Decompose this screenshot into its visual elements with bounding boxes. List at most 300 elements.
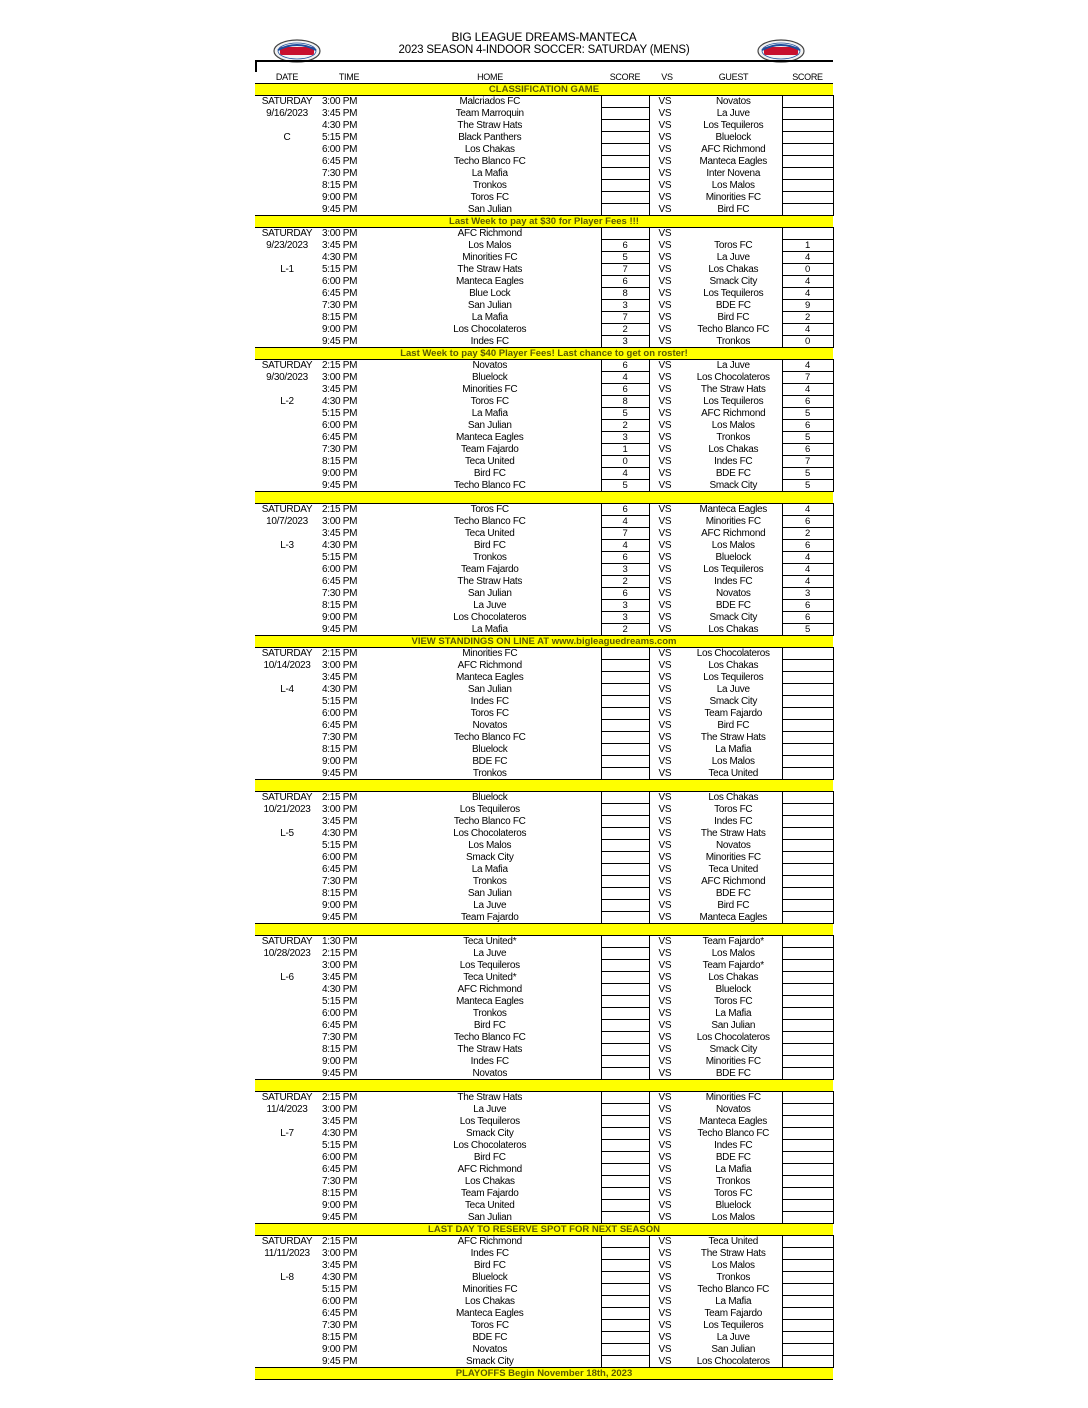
vs-label: VS [658, 1056, 672, 1067]
time-cell: 9:45 PM [322, 1211, 358, 1223]
table-row [255, 252, 833, 264]
guest-team: Los Malos [711, 756, 755, 767]
guest-score: 5 [782, 432, 833, 444]
home-score: 6 [601, 276, 649, 288]
home-score [601, 1320, 649, 1332]
guest-score [782, 996, 833, 1008]
table-row [255, 144, 833, 156]
vs-label: VS [658, 528, 672, 539]
date-cell: 11/11/2023 [264, 1248, 310, 1259]
vs-label: VS [658, 648, 672, 660]
table-row [255, 888, 833, 900]
home-score: 2 [601, 576, 649, 588]
guest-team: Novatos [715, 840, 751, 851]
time-cell: 9:00 PM [322, 192, 358, 203]
vs-label: VS [658, 360, 672, 372]
home-team: Team Fajardo [460, 564, 519, 575]
date-cell [255, 312, 319, 324]
guest-team: Los Tequileros [703, 396, 764, 407]
home-team: Team Marroquin [455, 108, 524, 119]
home-team: Team Fajardo [460, 444, 519, 455]
vs-label: VS [658, 276, 672, 287]
home-team: Los Malos [468, 240, 512, 251]
guest-team: Techo Blanco FC [697, 1128, 770, 1139]
home-score [601, 132, 649, 144]
time-cell: 3:00 PM [322, 516, 358, 527]
time-cell: 3:45 PM [322, 1260, 358, 1271]
home-team: Bluelock [472, 1272, 508, 1283]
table-row [255, 972, 833, 984]
date-cell [255, 1284, 319, 1296]
date-cell [255, 588, 319, 600]
table-row [255, 600, 833, 612]
home-team: Techo Blanco FC [453, 732, 526, 743]
table-row [255, 120, 833, 132]
home-team: Los Tequileros [459, 1116, 520, 1127]
guest-team: Los Malos [711, 1260, 755, 1271]
home-team: Toros FC [470, 396, 509, 407]
time-cell: 5:15 PM [322, 996, 358, 1007]
vs-label: VS [658, 144, 672, 155]
home-team: AFC Richmond [457, 984, 522, 995]
guest-score [782, 732, 833, 744]
guest-score [782, 948, 833, 960]
vs-label: VS [658, 408, 672, 419]
home-score [601, 228, 649, 240]
vs-label: VS [658, 396, 672, 407]
home-team: Los Tequileros [459, 960, 520, 971]
guest-team: The Straw Hats [700, 1248, 766, 1259]
date-cell [255, 1320, 319, 1332]
banner-row [255, 924, 833, 936]
vs-label: VS [658, 1344, 672, 1355]
vs-label: VS [658, 1032, 672, 1043]
header-rule [255, 60, 833, 62]
date-cell [255, 1140, 319, 1152]
vs-label: VS [658, 576, 672, 587]
time-cell: 3:00 PM [322, 1248, 358, 1259]
home-team: The Straw Hats [457, 1092, 523, 1104]
guest-score [782, 972, 833, 984]
home-score [601, 1188, 649, 1200]
table-row [255, 372, 833, 384]
vs-label: VS [658, 335, 672, 347]
home-team: Novatos [472, 720, 508, 731]
guest-team: Minorities FC [705, 852, 761, 863]
home-score [601, 972, 649, 984]
guest-team: Los Malos [711, 180, 755, 191]
table-row [255, 912, 833, 924]
guest-score: 7 [782, 456, 833, 468]
vs-label: VS [658, 996, 672, 1007]
home-team: Techo Blanco FC [453, 816, 526, 827]
vs-label: VS [658, 384, 672, 395]
guest-team: Novatos [715, 1104, 751, 1115]
time-cell: 4:30 PM [322, 828, 358, 839]
guest-team: BDE FC [715, 600, 751, 611]
date-cell: SATURDAY [261, 1236, 313, 1248]
home-score [601, 1284, 649, 1296]
page-title: BIG LEAGUE DREAMS-MANTECA [451, 30, 637, 44]
home-score: 6 [601, 552, 649, 564]
table-row [255, 624, 833, 636]
guest-team: AFC Richmond [701, 144, 766, 155]
vs-label: VS [658, 132, 672, 143]
home-team: Bluelock [472, 372, 508, 383]
time-cell: 6:45 PM [322, 1020, 358, 1031]
home-score [601, 1104, 649, 1116]
home-team: La Mafia [471, 312, 508, 323]
guest-team: Techo Blanco FC [697, 1284, 770, 1295]
date-cell: 9/30/2023 [266, 372, 308, 383]
home-score: 2 [601, 624, 649, 636]
guest-score [782, 1140, 833, 1152]
guest-score [782, 792, 833, 804]
date-cell: SATURDAY [261, 648, 313, 660]
table-row [255, 564, 833, 576]
guest-team: AFC Richmond [701, 876, 766, 887]
home-score [601, 768, 649, 780]
home-score [601, 804, 649, 816]
guest-score: 6 [782, 516, 833, 528]
time-cell: 6:45 PM [322, 864, 358, 875]
vs-label: VS [658, 1188, 672, 1199]
home-score [601, 156, 649, 168]
date-cell [255, 180, 319, 192]
guest-team: Los Malos [711, 540, 755, 551]
date-cell: L-3 [280, 540, 294, 551]
home-team: La Juve [473, 900, 507, 911]
home-team: Tronkos [472, 180, 507, 191]
guest-score [782, 816, 833, 828]
time-cell: 7:30 PM [322, 1320, 358, 1331]
home-score: 3 [601, 600, 649, 612]
home-score: 3 [601, 336, 649, 348]
home-team: Smack City [465, 1128, 514, 1139]
guest-team: Los Chocolateros [696, 372, 770, 383]
vs-label: VS [658, 300, 672, 311]
table-row [255, 480, 833, 492]
home-score: 4 [601, 540, 649, 552]
table-row [255, 1056, 833, 1068]
home-team: Los Chocolateros [453, 1140, 527, 1151]
guest-score [782, 204, 833, 216]
table-row [255, 660, 833, 672]
guest-team: Toros FC [714, 996, 753, 1007]
guest-score: 0 [782, 336, 833, 348]
guest-score [782, 1092, 833, 1104]
guest-score [782, 1260, 833, 1272]
vs-label: VS [658, 756, 672, 767]
home-team: Los Chocolateros [453, 612, 527, 623]
table-row [255, 1308, 833, 1320]
guest-team: Toros FC [714, 1188, 753, 1199]
date-cell [255, 852, 319, 864]
home-team: Minorities FC [462, 252, 518, 263]
table-row [255, 1296, 833, 1308]
table-row [255, 396, 833, 408]
guest-team: Team Fajardo* [702, 960, 764, 971]
date-cell [255, 864, 319, 876]
vs-label: VS [658, 372, 672, 383]
time-cell: 5:15 PM [322, 1140, 358, 1151]
time-cell: 6:45 PM [322, 288, 358, 299]
home-score: 7 [601, 312, 649, 324]
table-row [255, 1044, 833, 1056]
home-team: La Juve [473, 600, 507, 611]
vs-label: VS [658, 1200, 672, 1211]
guest-team: Los Chakas [708, 792, 759, 804]
guest-score [782, 144, 833, 156]
table-row [255, 528, 833, 540]
guest-score: 4 [782, 276, 833, 288]
home-team: San Julian [467, 888, 512, 899]
home-score: 6 [601, 240, 649, 252]
home-score [601, 1212, 649, 1224]
home-team: Los Chakas [464, 144, 515, 155]
vs-label: VS [658, 420, 672, 431]
home-score [601, 144, 649, 156]
time-cell: 9:45 PM [322, 1067, 358, 1079]
date-cell [255, 672, 319, 684]
guest-score [782, 1296, 833, 1308]
home-team: Minorities FC [462, 1284, 518, 1295]
guest-team: Toros FC [714, 804, 753, 815]
vs-label: VS [658, 672, 672, 683]
time-cell: 6:00 PM [322, 852, 358, 863]
guest-team: Los Chakas [708, 972, 759, 983]
table-row [255, 300, 833, 312]
home-score [601, 960, 649, 972]
table-row [255, 420, 833, 432]
table-row [255, 312, 833, 324]
guest-team: La Juve [716, 252, 750, 263]
vs-label: VS [658, 479, 672, 491]
home-score [601, 912, 649, 924]
time-cell: 3:45 PM [322, 108, 358, 119]
time-cell: 1:30 PM [322, 936, 358, 948]
home-team: Los Malos [468, 840, 512, 851]
vs-label: VS [658, 228, 672, 240]
vs-label: VS [658, 324, 672, 335]
home-team: Los Chakas [464, 1176, 515, 1187]
home-score: 6 [601, 504, 649, 516]
time-cell: 5:15 PM [322, 1284, 358, 1295]
guest-score [782, 156, 833, 168]
home-score [601, 1272, 649, 1284]
date-cell [255, 1260, 319, 1272]
guest-team: Los Malos [711, 1211, 755, 1223]
vs-label: VS [658, 516, 672, 527]
vs-label: VS [658, 1236, 672, 1248]
vs-label: VS [658, 911, 672, 923]
vs-label: VS [658, 588, 672, 599]
vs-label: VS [658, 840, 672, 851]
guest-team: Los Chakas [708, 660, 759, 671]
date-cell [255, 192, 319, 204]
home-score [601, 708, 649, 720]
vs-label: VS [658, 828, 672, 839]
guest-score [782, 1020, 833, 1032]
vs-label: VS [658, 468, 672, 479]
vs-label: VS [658, 312, 672, 323]
home-team: Los Chocolateros [453, 324, 527, 335]
time-cell: 3:45 PM [322, 816, 358, 827]
home-team: Indes FC [470, 696, 509, 707]
home-team: Techo Blanco FC [453, 156, 526, 167]
home-team: Malcriados FC [459, 96, 521, 108]
home-team: Manteca Eagles [455, 276, 524, 287]
time-cell: 3:00 PM [322, 228, 358, 240]
table-row [255, 540, 833, 552]
home-score [601, 1248, 649, 1260]
guest-score [782, 852, 833, 864]
col-guest-score: SCORE [782, 72, 833, 84]
date-cell [255, 840, 319, 852]
date-cell [255, 600, 319, 612]
table-row [255, 432, 833, 444]
home-score [601, 936, 649, 948]
guest-team: AFC Richmond [701, 408, 766, 419]
vs-label: VS [658, 1020, 672, 1031]
guest-team: The Straw Hats [700, 384, 766, 395]
guest-team: Los Tequileros [703, 564, 764, 575]
guest-score [782, 744, 833, 756]
date-cell: L-8 [280, 1272, 294, 1283]
date-cell [255, 1332, 319, 1344]
table-row [255, 744, 833, 756]
time-cell: 9:00 PM [322, 1200, 358, 1211]
table-row [255, 804, 833, 816]
guest-score [782, 864, 833, 876]
home-team: AFC Richmond [457, 660, 522, 671]
table-row [255, 1020, 833, 1032]
guest-score [782, 768, 833, 780]
home-team: Minorities FC [462, 648, 518, 660]
date-cell [255, 1356, 319, 1368]
date-cell: SATURDAY [261, 360, 313, 372]
vs-label: VS [658, 948, 672, 959]
time-cell: 7:30 PM [322, 300, 358, 311]
home-score: 3 [601, 564, 649, 576]
guest-score [782, 1248, 833, 1260]
time-cell: 8:15 PM [322, 312, 358, 323]
home-team: Bluelock [472, 792, 508, 804]
home-score [601, 1236, 649, 1248]
guest-score: 2 [782, 312, 833, 324]
time-cell: 9:45 PM [322, 911, 358, 923]
guest-score [782, 804, 833, 816]
guest-team: Bluelock [715, 984, 751, 995]
date-cell [255, 1032, 319, 1044]
date-cell [255, 384, 319, 396]
table-row [255, 756, 833, 768]
home-team: Bird FC [473, 468, 506, 479]
guest-score [782, 1032, 833, 1044]
guest-score [782, 168, 833, 180]
time-cell: 8:15 PM [322, 1044, 358, 1055]
table-row [255, 960, 833, 972]
date-cell [255, 276, 319, 288]
table-row [255, 768, 833, 780]
home-score [601, 1008, 649, 1020]
time-cell: 8:15 PM [322, 888, 358, 899]
home-team: Teca United [464, 528, 515, 539]
vs-label: VS [658, 720, 672, 731]
home-score [601, 900, 649, 912]
table-row [255, 132, 833, 144]
guest-team: Minorities FC [705, 516, 761, 527]
guest-score: 6 [782, 420, 833, 432]
home-team: La Mafia [471, 408, 508, 419]
home-team: Blue Lock [469, 288, 511, 299]
time-cell: 6:45 PM [322, 156, 358, 167]
vs-label: VS [658, 1176, 672, 1187]
table-row [255, 288, 833, 300]
home-score [601, 660, 649, 672]
home-team: Bird FC [473, 540, 506, 551]
date-cell [255, 576, 319, 588]
guest-score: 4 [782, 564, 833, 576]
time-cell: 4:30 PM [322, 1272, 358, 1283]
home-team: Toros FC [470, 504, 509, 516]
date-cell [255, 480, 319, 492]
vs-label: VS [658, 180, 672, 191]
col-vs: VS [649, 72, 685, 84]
date-cell [255, 528, 319, 540]
date-cell: 11/4/2023 [266, 1104, 308, 1115]
date-cell [255, 288, 319, 300]
time-cell: 8:15 PM [322, 1188, 358, 1199]
home-team: Novatos [472, 1344, 508, 1355]
guest-score [782, 108, 833, 120]
time-cell: 5:15 PM [322, 840, 358, 851]
guest-score [782, 1104, 833, 1116]
vs-label: VS [658, 852, 672, 863]
vs-label: VS [658, 744, 672, 755]
guest-score [782, 828, 833, 840]
home-team: La Juve [473, 1104, 507, 1115]
time-cell: 9:00 PM [322, 900, 358, 911]
table-row [255, 1128, 833, 1140]
home-team: Bluelock [472, 744, 508, 755]
date-cell [255, 708, 319, 720]
home-score [601, 120, 649, 132]
guest-team: Tronkos [716, 335, 751, 347]
time-cell: 9:45 PM [322, 623, 358, 635]
guest-team: Los Tequileros [703, 120, 764, 131]
table-row [255, 732, 833, 744]
table-row [255, 1332, 833, 1344]
time-cell: 7:30 PM [322, 1032, 358, 1043]
guest-score [782, 708, 833, 720]
guest-team: Los Malos [711, 948, 755, 959]
time-cell: 9:00 PM [322, 468, 358, 479]
guest-score [782, 96, 833, 108]
date-cell [255, 816, 319, 828]
table-row [255, 648, 833, 660]
date-cell [255, 960, 319, 972]
guest-team: Manteca Eagles [699, 156, 767, 167]
guest-score [782, 1236, 833, 1248]
home-score [601, 1308, 649, 1320]
guest-score [782, 1320, 833, 1332]
home-team: Teca United [464, 456, 515, 467]
home-team: Tronkos [472, 876, 507, 887]
vs-label: VS [658, 456, 672, 467]
time-cell: 3:45 PM [322, 1116, 358, 1127]
vs-label: VS [658, 936, 672, 948]
